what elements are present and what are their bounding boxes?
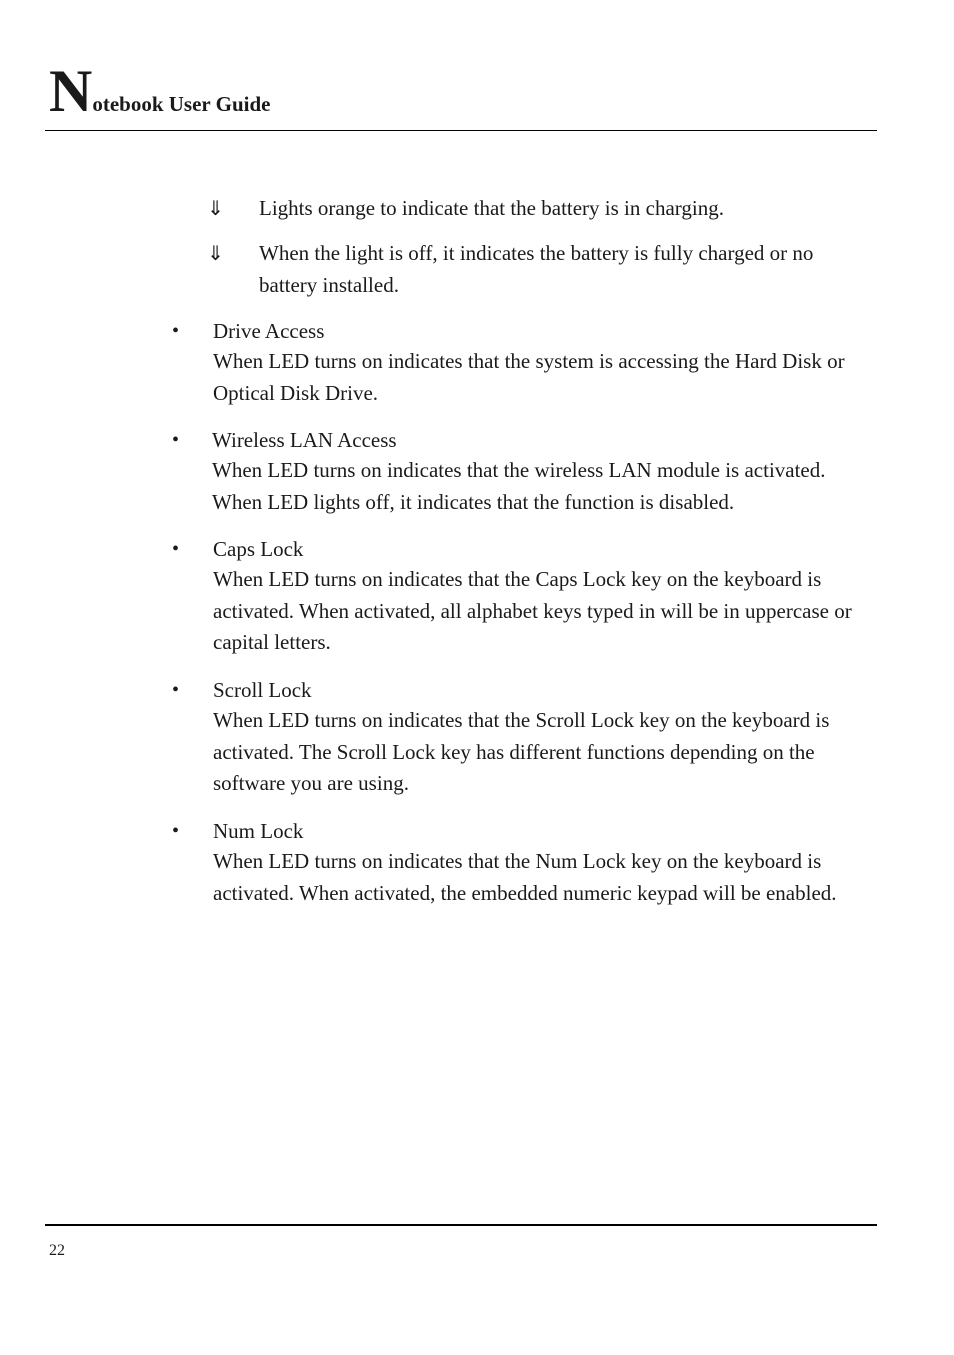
item-description: When LED turns on indicates that the Caps Lock key on the keyboard is activated. When activated, all alphabet keys typed in will be in uppercase or capital letters. (213, 567, 852, 654)
sub-item-text: When the light is off, it indicates the battery is fully charged or no battery installed. (259, 241, 814, 297)
bullet-icon: • (172, 679, 180, 701)
item-title: Drive Access (213, 319, 325, 343)
sub-item-text: Lights orange to indicate that the battery is in charging. (259, 196, 724, 220)
item-description: When LED turns on indicates that the wireless LAN module is activated. When LED lights off, it indicates that the function is disabled. (212, 458, 826, 514)
item-description: When LED turns on indicates that the Scroll Lock key on the keyboard is activated. The Scroll Lock key has different functions depending on the software you are using. (213, 708, 830, 795)
item-title: Scroll Lock (213, 678, 312, 702)
bullet-icon: • (172, 538, 180, 560)
header-title-initial: N (49, 58, 93, 124)
bullet-icon: • (172, 320, 180, 342)
item-title: Wireless LAN Access (212, 428, 397, 452)
item-title: Caps Lock (213, 537, 304, 561)
bullet-icon: • (172, 820, 180, 842)
header-title (49, 58, 271, 124)
item-description: When LED turns on indicates that the system is accessing the Hard Disk or Optical Disk Drive. (213, 349, 845, 405)
page-number: 22 (49, 1242, 65, 1259)
item-title: Num Lock (213, 819, 304, 843)
down-double-arrow-icon: ⇓ (207, 196, 224, 220)
down-double-arrow-icon: ⇓ (207, 241, 224, 265)
bullet-icon: • (172, 429, 180, 451)
page-header (49, 58, 877, 130)
header-title-rest: otebook User Guide (92, 92, 271, 116)
footer-rule (45, 1224, 877, 1226)
item-description: When LED turns on indicates that the Num Lock key on the keyboard is activated. When activated, the embedded numeric keypad will be enabled. (213, 849, 837, 905)
header-rule (45, 130, 877, 131)
